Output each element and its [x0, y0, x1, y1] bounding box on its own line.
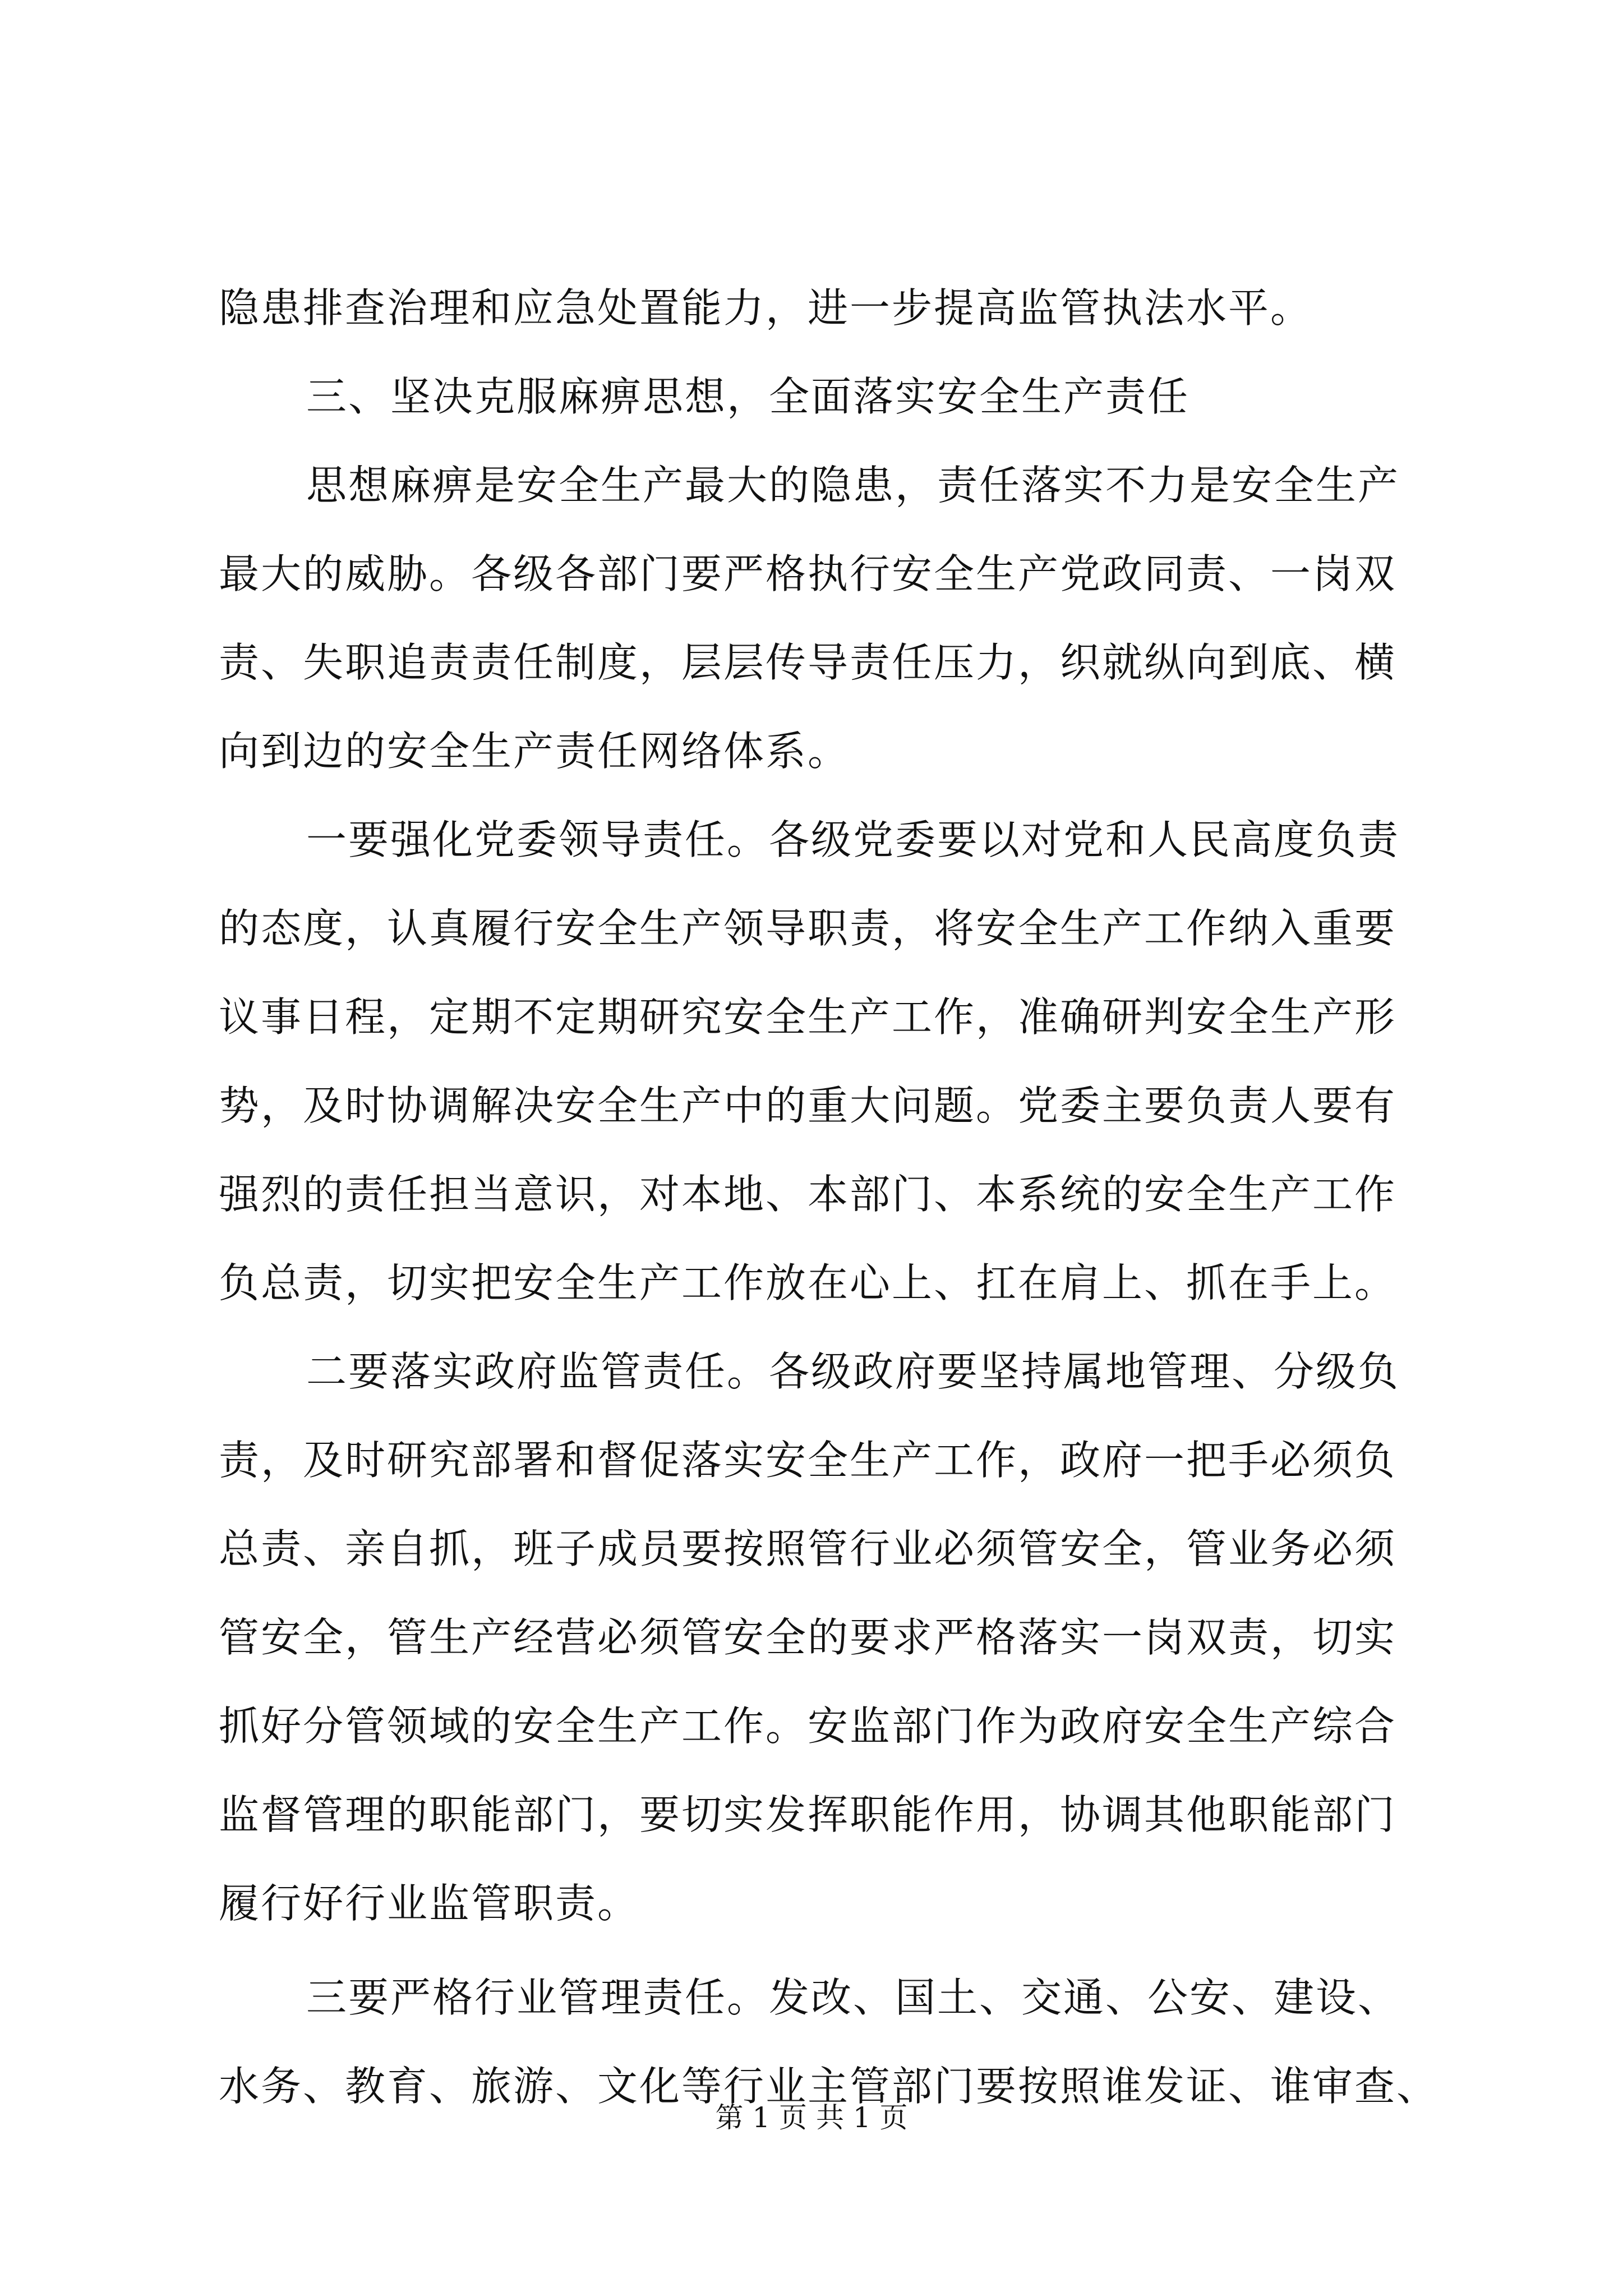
text-line: 责，及时研究部署和督促落实安全生产工作，政府一把手必须负: [219, 1437, 1397, 1484]
text-line: 负总责，切实把安全生产工作放在心上、扛在肩上、抓在手上。: [219, 1259, 1397, 1306]
text-line: 监督管理的职能部门，要切实发挥职能作用，协调其他职能部门: [219, 1791, 1397, 1838]
text-line: 向到边的安全生产责任网络体系。: [219, 728, 850, 775]
text-line: 强烈的责任担当意识，对本地、本部门、本系统的安全生产工作: [219, 1171, 1397, 1218]
text-line: 的态度，认真履行安全生产领导职责，将安全生产工作纳入重要: [219, 905, 1397, 952]
text-line: 三要严格行业管理责任。发改、国土、交通、公安、建设、: [306, 1974, 1400, 2021]
page-footer: [0, 2098, 1623, 2137]
paragraph-gap: [219, 1948, 1430, 1953]
text-line: 议事日程，定期不定期研究安全生产工作，准确研判安全生产形: [219, 993, 1397, 1041]
text-line: 抓好分管领域的安全生产工作。安监部门作为政府安全生产综合: [219, 1703, 1397, 1750]
text-line: 隐患排查治理和应急处置能力，进一步提高监管执法水平。: [219, 284, 1313, 332]
text-line: 一要强化党委领导责任。各级党委要以对党和人民高度负责: [306, 816, 1400, 863]
text-line: 最大的威胁。各级各部门要严格执行安全生产党政同责、一岗双: [219, 550, 1397, 597]
text-line: 二要落实政府监管责任。各级政府要坚持属地管理、分级负: [306, 1348, 1400, 1395]
text-line: 总责、亲自抓，班子成员要按照管行业必须管安全，管业务必须: [219, 1525, 1397, 1572]
section-heading: 三、坚决克服麻痹思想，全面落实安全生产责任: [306, 373, 1190, 420]
page-number-label: 第 1 页 共 1 页: [715, 2101, 908, 2134]
text-line: 履行好行业监管职责。: [219, 1880, 640, 1927]
text-line: 管安全，管生产经营必须管安全的要求严格落实一岗双责，切实: [219, 1614, 1397, 1661]
text-line: 势，及时协调解决安全生产中的重大问题。党委主要负责人要有: [219, 1082, 1397, 1129]
document-body: [219, 264, 1439, 2131]
text-line: 思想麻痹是安全生产最大的隐患，责任落实不力是安全生产: [306, 462, 1400, 509]
text-line: 水务、教育、旅游、文化等行业主管部门要按照谁发证、谁审查、: [219, 2063, 1439, 2110]
text-line: 责、失职追责责任制度，层层传导责任压力，织就纵向到底、横: [219, 639, 1397, 686]
